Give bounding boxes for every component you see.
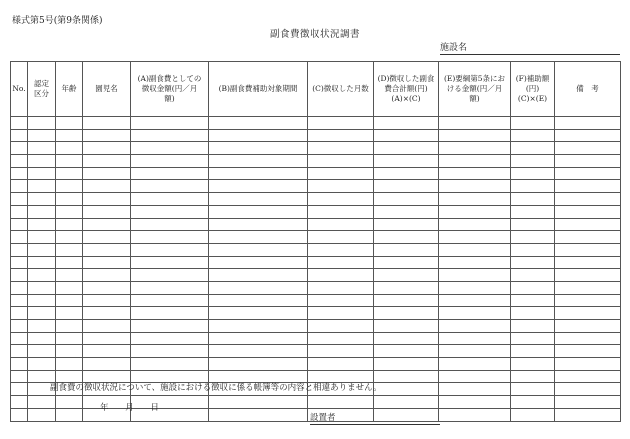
table-cell[interactable]	[131, 320, 209, 333]
table-cell[interactable]	[83, 167, 131, 180]
table-cell[interactable]	[56, 180, 83, 193]
table-cell[interactable]	[56, 167, 83, 180]
table-cell[interactable]	[555, 294, 621, 307]
table-cell[interactable]	[374, 129, 439, 142]
table-cell[interactable]	[374, 218, 439, 231]
table-row	[11, 332, 621, 345]
table-cell[interactable]	[511, 345, 555, 358]
table-cell[interactable]	[511, 231, 555, 244]
table-cell[interactable]	[308, 320, 374, 333]
table-cell[interactable]	[439, 345, 511, 358]
table-cell[interactable]	[11, 408, 28, 421]
table-cell[interactable]	[511, 358, 555, 371]
column-header-subsidy-period: (B)副食費補助対象期間	[209, 62, 308, 117]
table-cell[interactable]	[56, 408, 83, 421]
table-cell[interactable]	[28, 218, 56, 231]
table-cell[interactable]	[56, 281, 83, 294]
table-row	[11, 281, 621, 294]
table-cell[interactable]	[56, 332, 83, 345]
table-row	[11, 294, 621, 307]
table-cell[interactable]	[308, 358, 374, 371]
table-row	[11, 358, 621, 371]
column-header-subsidy-amount: (F)補助額 (円) (C)×(E)	[511, 62, 555, 117]
table-cell[interactable]	[374, 332, 439, 345]
table-cell[interactable]	[308, 180, 374, 193]
table-cell[interactable]	[131, 167, 209, 180]
table-cell[interactable]	[83, 129, 131, 142]
page-title: 副食費徴収状況調書	[269, 29, 360, 40]
table-cell[interactable]	[555, 281, 621, 294]
table-cell[interactable]	[11, 142, 28, 155]
table-cell[interactable]	[555, 218, 621, 231]
table-cell[interactable]	[28, 320, 56, 333]
table-cell[interactable]	[209, 332, 308, 345]
table-cell[interactable]	[555, 332, 621, 345]
table-cell[interactable]	[131, 281, 209, 294]
table-cell[interactable]	[308, 243, 374, 256]
table-row	[11, 180, 621, 193]
column-header-age: 年齢	[56, 62, 83, 117]
table-cell[interactable]	[439, 307, 511, 320]
table-cell[interactable]	[11, 383, 28, 396]
table-cell[interactable]	[11, 117, 28, 130]
table-cell[interactable]	[308, 396, 374, 409]
table-cell[interactable]	[11, 320, 28, 333]
table-row	[11, 205, 621, 218]
table-cell[interactable]	[83, 117, 131, 130]
table-row	[11, 243, 621, 256]
table-cell[interactable]	[131, 345, 209, 358]
founder-label: 設置者	[310, 413, 336, 423]
table-cell[interactable]	[131, 294, 209, 307]
table-cell[interactable]	[56, 243, 83, 256]
table-row	[11, 167, 621, 180]
table-cell[interactable]	[11, 218, 28, 231]
table-cell[interactable]	[209, 167, 308, 180]
table-row	[11, 218, 621, 231]
table-cell[interactable]	[374, 358, 439, 371]
table-cell[interactable]	[555, 142, 621, 155]
table-cell[interactable]	[28, 231, 56, 244]
table-cell[interactable]	[308, 117, 374, 130]
table-cell[interactable]	[28, 243, 56, 256]
table-cell[interactable]	[511, 155, 555, 168]
table-cell[interactable]	[11, 231, 28, 244]
table-cell[interactable]	[511, 180, 555, 193]
table-cell[interactable]	[11, 256, 28, 269]
table-cell[interactable]	[209, 231, 308, 244]
table-cell[interactable]	[28, 345, 56, 358]
table-cell[interactable]	[439, 205, 511, 218]
table-cell[interactable]	[511, 269, 555, 282]
table-cell[interactable]	[374, 396, 439, 409]
table-cell[interactable]	[28, 129, 56, 142]
table-row	[11, 129, 621, 142]
table-cell[interactable]	[209, 180, 308, 193]
table-cell[interactable]	[209, 256, 308, 269]
table-cell[interactable]	[308, 205, 374, 218]
table-cell[interactable]	[555, 117, 621, 130]
table-cell[interactable]	[555, 243, 621, 256]
table-body	[11, 117, 621, 422]
table-cell[interactable]	[308, 142, 374, 155]
table-row	[11, 231, 621, 244]
table-cell[interactable]	[439, 155, 511, 168]
table-cell[interactable]	[374, 180, 439, 193]
table-cell[interactable]	[56, 155, 83, 168]
table-row	[11, 269, 621, 282]
table-cell[interactable]	[56, 294, 83, 307]
table-cell[interactable]	[83, 320, 131, 333]
table-cell[interactable]	[131, 155, 209, 168]
table-cell[interactable]	[308, 294, 374, 307]
table-cell[interactable]	[308, 193, 374, 206]
table-cell[interactable]	[131, 180, 209, 193]
table-cell[interactable]	[131, 358, 209, 371]
table-cell[interactable]	[511, 281, 555, 294]
table-cell[interactable]	[209, 408, 308, 421]
table-cell[interactable]	[511, 129, 555, 142]
table-header-row	[11, 62, 621, 117]
table-cell[interactable]	[11, 243, 28, 256]
table-cell[interactable]	[28, 358, 56, 371]
table-cell[interactable]	[439, 281, 511, 294]
table-cell[interactable]	[83, 332, 131, 345]
table-cell[interactable]	[28, 193, 56, 206]
table-cell[interactable]	[131, 117, 209, 130]
table-cell[interactable]	[511, 320, 555, 333]
table-cell[interactable]	[374, 243, 439, 256]
table-cell[interactable]	[439, 408, 511, 421]
table-cell[interactable]	[308, 332, 374, 345]
table-cell[interactable]	[28, 180, 56, 193]
table-cell[interactable]	[131, 129, 209, 142]
table-cell[interactable]	[83, 193, 131, 206]
table-row	[11, 193, 621, 206]
table-cell[interactable]	[131, 307, 209, 320]
table-cell[interactable]	[11, 345, 28, 358]
table-cell[interactable]	[28, 155, 56, 168]
table-cell[interactable]	[511, 142, 555, 155]
column-header-no: No.	[11, 62, 28, 117]
table-cell[interactable]	[131, 193, 209, 206]
table-cell[interactable]	[308, 307, 374, 320]
table-cell[interactable]	[439, 243, 511, 256]
table-cell[interactable]	[11, 269, 28, 282]
facility-name-field[interactable]	[440, 40, 620, 55]
table-cell[interactable]	[439, 396, 511, 409]
table-cell[interactable]	[374, 320, 439, 333]
table-cell[interactable]	[439, 180, 511, 193]
table-cell[interactable]	[511, 205, 555, 218]
column-header-total-collected: (D)徴収した副食 費合計額(円) (A)×(C)	[374, 62, 439, 117]
table-cell[interactable]	[11, 396, 28, 409]
table-cell[interactable]	[308, 231, 374, 244]
table-cell[interactable]	[439, 269, 511, 282]
table-cell[interactable]	[511, 396, 555, 409]
table-cell[interactable]	[131, 231, 209, 244]
table-cell[interactable]	[209, 269, 308, 282]
table-cell[interactable]	[511, 294, 555, 307]
facility-label: 施設名	[440, 43, 468, 53]
table-cell[interactable]	[308, 269, 374, 282]
table-cell[interactable]	[28, 408, 56, 421]
table-cell[interactable]	[374, 142, 439, 155]
table-row	[11, 320, 621, 333]
table-cell[interactable]	[555, 231, 621, 244]
table-cell[interactable]	[83, 307, 131, 320]
table-cell[interactable]	[56, 218, 83, 231]
table-cell[interactable]	[555, 129, 621, 142]
table-cell[interactable]	[11, 129, 28, 142]
table-cell[interactable]	[83, 218, 131, 231]
table-cell[interactable]	[209, 117, 308, 130]
table-cell[interactable]	[11, 358, 28, 371]
table-cell[interactable]	[28, 281, 56, 294]
table-cell[interactable]	[11, 332, 28, 345]
table-cell[interactable]	[511, 193, 555, 206]
table-row	[11, 155, 621, 168]
table-cell[interactable]	[511, 218, 555, 231]
table-cell[interactable]	[439, 218, 511, 231]
table-cell[interactable]	[555, 307, 621, 320]
table-cell[interactable]	[56, 307, 83, 320]
column-header-monthly-fee: (A)副食費としての 徴収金額(円／月 額)	[131, 62, 209, 117]
table-cell[interactable]	[209, 205, 308, 218]
table-cell[interactable]	[56, 396, 83, 409]
date-line[interactable]: 年 月 日	[100, 403, 159, 413]
column-header-child-name: 園児名	[83, 62, 131, 117]
table-cell[interactable]	[439, 231, 511, 244]
table-cell[interactable]	[56, 269, 83, 282]
table-row	[11, 142, 621, 155]
table-cell[interactable]	[439, 320, 511, 333]
table-cell[interactable]	[28, 205, 56, 218]
table-cell[interactable]	[511, 117, 555, 130]
table-cell[interactable]	[209, 281, 308, 294]
table-cell[interactable]	[11, 205, 28, 218]
table-cell[interactable]	[83, 281, 131, 294]
table-cell[interactable]	[131, 256, 209, 269]
table-cell[interactable]	[11, 294, 28, 307]
table-cell[interactable]	[209, 243, 308, 256]
table-cell[interactable]	[11, 307, 28, 320]
table-cell[interactable]	[439, 256, 511, 269]
table-cell[interactable]	[209, 193, 308, 206]
table-cell[interactable]	[209, 218, 308, 231]
table-cell[interactable]	[374, 167, 439, 180]
table-cell[interactable]	[56, 320, 83, 333]
table-cell[interactable]	[439, 358, 511, 371]
table-cell[interactable]	[555, 167, 621, 180]
table-row	[11, 345, 621, 358]
table-cell[interactable]	[28, 117, 56, 130]
table-cell[interactable]	[83, 155, 131, 168]
table-row	[11, 256, 621, 269]
table-cell[interactable]	[308, 155, 374, 168]
table-row	[11, 307, 621, 320]
table-cell[interactable]	[374, 117, 439, 130]
table-cell[interactable]	[11, 370, 28, 383]
table-cell[interactable]	[374, 231, 439, 244]
form-number: 様式第5号(第9条関係)	[12, 16, 103, 26]
table-cell[interactable]	[83, 180, 131, 193]
table-cell[interactable]	[374, 307, 439, 320]
table-cell[interactable]	[308, 345, 374, 358]
column-header-certification-category: 認定 区分	[28, 62, 56, 117]
table-cell[interactable]	[511, 408, 555, 421]
table-cell[interactable]	[439, 370, 511, 383]
table-cell[interactable]	[511, 167, 555, 180]
table-cell[interactable]	[555, 408, 621, 421]
table-cell[interactable]	[131, 205, 209, 218]
table-cell[interactable]	[56, 117, 83, 130]
table-cell[interactable]	[555, 396, 621, 409]
table-cell[interactable]	[209, 142, 308, 155]
table-cell[interactable]	[308, 256, 374, 269]
table-cell[interactable]	[555, 320, 621, 333]
table-cell[interactable]	[555, 256, 621, 269]
table-cell[interactable]	[374, 155, 439, 168]
table-cell[interactable]	[83, 142, 131, 155]
table-cell[interactable]	[374, 281, 439, 294]
table-cell[interactable]	[374, 269, 439, 282]
table-cell[interactable]	[83, 231, 131, 244]
table-cell[interactable]	[56, 193, 83, 206]
table-cell[interactable]	[28, 269, 56, 282]
table-cell[interactable]	[439, 332, 511, 345]
table-cell[interactable]	[11, 193, 28, 206]
table-cell[interactable]	[511, 256, 555, 269]
table-cell[interactable]	[439, 383, 511, 396]
table-cell[interactable]	[56, 231, 83, 244]
table-cell[interactable]	[56, 256, 83, 269]
table-cell[interactable]	[555, 269, 621, 282]
table-cell[interactable]	[555, 180, 621, 193]
table-cell[interactable]	[131, 269, 209, 282]
table-cell[interactable]	[308, 167, 374, 180]
table-cell[interactable]	[209, 345, 308, 358]
table-cell[interactable]	[555, 345, 621, 358]
table-cell[interactable]	[439, 129, 511, 142]
table-cell[interactable]	[374, 256, 439, 269]
column-header-regulation-amount: (E)要綱第5条にお ける金額(円／月 額)	[439, 62, 511, 117]
table-cell[interactable]	[209, 396, 308, 409]
table-cell[interactable]	[131, 243, 209, 256]
table-cell[interactable]	[374, 193, 439, 206]
table-cell[interactable]	[439, 193, 511, 206]
table-cell[interactable]	[308, 129, 374, 142]
table-cell[interactable]	[374, 205, 439, 218]
confirmation-statement: 副食費の徴収状況について、施設における徴収に係る帳簿等の内容と相違ありません。	[50, 383, 382, 393]
table-cell[interactable]	[439, 294, 511, 307]
table-cell[interactable]	[511, 243, 555, 256]
table-cell[interactable]	[83, 205, 131, 218]
table-cell[interactable]	[28, 307, 56, 320]
table-cell[interactable]	[11, 155, 28, 168]
table-cell[interactable]	[308, 218, 374, 231]
table-cell[interactable]	[308, 281, 374, 294]
table-cell[interactable]	[28, 332, 56, 345]
table-cell[interactable]	[209, 358, 308, 371]
table-cell[interactable]	[28, 396, 56, 409]
table-cell[interactable]	[131, 142, 209, 155]
table-cell[interactable]	[28, 142, 56, 155]
column-header-months-collected: (C)徴収した月数	[308, 62, 374, 117]
table-cell[interactable]	[555, 155, 621, 168]
table-cell[interactable]	[83, 243, 131, 256]
table-cell[interactable]	[555, 383, 621, 396]
table-cell[interactable]	[83, 294, 131, 307]
table-cell[interactable]	[131, 332, 209, 345]
table-cell[interactable]	[209, 129, 308, 142]
table-cell[interactable]	[56, 345, 83, 358]
table-cell[interactable]	[28, 294, 56, 307]
table-cell[interactable]	[439, 117, 511, 130]
table-cell[interactable]	[555, 358, 621, 371]
table-cell[interactable]	[83, 256, 131, 269]
table-cell[interactable]	[56, 142, 83, 155]
table-cell[interactable]	[56, 205, 83, 218]
table-cell[interactable]	[56, 358, 83, 371]
table-cell[interactable]	[209, 294, 308, 307]
table-cell[interactable]	[555, 193, 621, 206]
table-cell[interactable]	[374, 383, 439, 396]
table-cell[interactable]	[209, 307, 308, 320]
table-cell[interactable]	[511, 307, 555, 320]
founder-field[interactable]	[310, 411, 440, 425]
table-cell[interactable]	[83, 269, 131, 282]
column-header-remarks: 備 考	[555, 62, 621, 117]
table-cell[interactable]	[131, 218, 209, 231]
table-cell[interactable]	[374, 294, 439, 307]
table-cell[interactable]	[439, 142, 511, 155]
table-cell[interactable]	[83, 345, 131, 358]
table-cell[interactable]	[28, 167, 56, 180]
table-cell[interactable]	[28, 256, 56, 269]
table-cell[interactable]	[56, 129, 83, 142]
table-cell[interactable]	[374, 345, 439, 358]
table-cell[interactable]	[209, 320, 308, 333]
table-cell[interactable]	[11, 281, 28, 294]
table-cell[interactable]	[555, 205, 621, 218]
table-cell[interactable]	[511, 383, 555, 396]
table-cell[interactable]	[11, 180, 28, 193]
table-cell[interactable]	[555, 370, 621, 383]
table-cell[interactable]	[11, 167, 28, 180]
table-row	[11, 117, 621, 130]
table-cell[interactable]	[511, 370, 555, 383]
table-cell[interactable]	[511, 332, 555, 345]
table-cell[interactable]	[439, 167, 511, 180]
table-cell[interactable]	[374, 370, 439, 383]
collection-status-table	[10, 61, 621, 422]
table-cell[interactable]	[209, 155, 308, 168]
table-cell[interactable]	[83, 358, 131, 371]
